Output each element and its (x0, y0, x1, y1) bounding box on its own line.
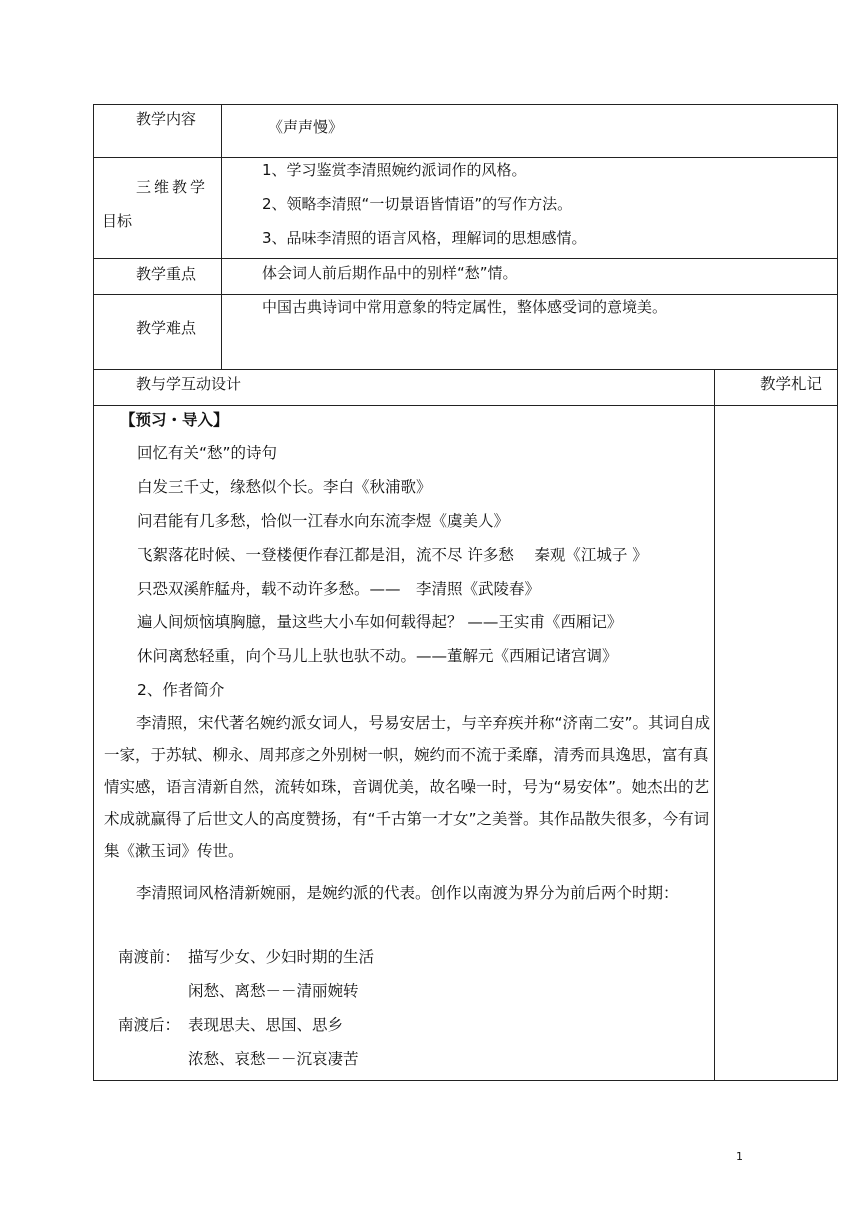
poem-quote: 问君能有几多愁，恰似一江春水向东流李煜《虞美人》 (137, 512, 510, 530)
subsection-heading: 2、作者简介 (137, 681, 225, 699)
difficulties-value: 中国古典诗词中常用意象的特定属性，整体感受词的意境美。 (262, 298, 668, 316)
row-label-difficulties: 教学难点 (136, 319, 197, 337)
objective-item: 3、品味李清照的语言风格，理解词的思想感情。 (262, 229, 587, 247)
period-mood: 闲愁、离愁－－清丽婉转 (188, 982, 359, 1000)
table-border-right (837, 104, 838, 1081)
section-title: 【预习・导入】 (120, 411, 229, 429)
row-label-objectives-line1: 三维教学 (136, 178, 209, 196)
key-points-value: 体会词人前后期作品中的别样“愁”情。 (262, 264, 518, 282)
poem-quote: 遍人间烦恼填胸臆，量这些大小车如何载得起？ ——王实甫《西厢记》 (137, 613, 623, 631)
table-row-divider (93, 258, 838, 259)
notes-column-header: 教学札记 (760, 375, 823, 393)
poem-quote: 休问离愁轻重，向个马儿上驮也驮不动。——董解元《西厢记诸宫调》 (137, 647, 618, 665)
author-intro-paragraph: 李清照，宋代著名婉约派女词人，号易安居士，与辛弃疾并称“济南二安”。其词自成一家，于苏轼、柳永、周邦彦之外别树一帜，婉约而不流于柔靡，清秀而具逸思，富有真情实感，语言清新自然，流转如珠，音调优美，故名噪一时，号为“易安体”。她杰出的艺术成就赢得了后世文人的高度赞扬，有“千古第一才女”之美誉。其作品散失很多，今有词集《漱玉词》传世。 (104, 714, 711, 860)
poem-quote: 白发三千丈，缘愁似个长。李白《秋浦歌》 (137, 478, 432, 496)
objective-item: 2、领略李清照“一切景语皆情语”的写作方法。 (262, 195, 573, 213)
design-column-header: 教与学互动设计 (136, 375, 242, 393)
table-label-column-divider (221, 104, 222, 369)
objective-item: 1、学习鉴赏李清照婉约派词作的风格。 (262, 161, 527, 179)
period-description: 描写少女、少妇时期的生活 (188, 948, 375, 966)
teaching-content-value: 《声声慢》 (268, 118, 344, 136)
table-notes-column-divider (714, 369, 715, 1081)
table-row-divider (93, 405, 838, 406)
period-description: 表现思夫、思国、思乡 (188, 1016, 344, 1034)
table-border-left (93, 104, 94, 1081)
period-label: 南渡前： (118, 948, 181, 966)
style-paragraph: 李清照词风格清新婉丽，是婉约派的代表。创作以南渡为界分为前后两个时期： (136, 884, 679, 902)
page-number: 1 (736, 1150, 743, 1163)
table-border-bottom (93, 1080, 838, 1081)
table-row-divider (93, 157, 838, 158)
body-line: 回忆有关“愁”的诗句 (137, 444, 278, 462)
period-label: 南渡后： (118, 1016, 181, 1034)
table-border-top (93, 104, 838, 105)
row-label-key-points: 教学重点 (136, 265, 197, 283)
table-row-divider (93, 369, 838, 370)
row-label-objectives-line2: 目标 (102, 212, 133, 230)
table-row-divider (93, 294, 838, 295)
row-label-teaching-content: 教学内容 (136, 110, 197, 128)
poem-quote: 只恐双溪舴艋舟，载不动许多愁。—— 李清照《武陵春》 (137, 580, 541, 598)
poem-quote: 飞絮落花时候、一登楼便作春江都是泪，流不尽 许多愁 秦观《江城子 》 (137, 546, 648, 564)
period-mood: 浓愁、哀愁－－沉哀凄苦 (188, 1050, 359, 1068)
